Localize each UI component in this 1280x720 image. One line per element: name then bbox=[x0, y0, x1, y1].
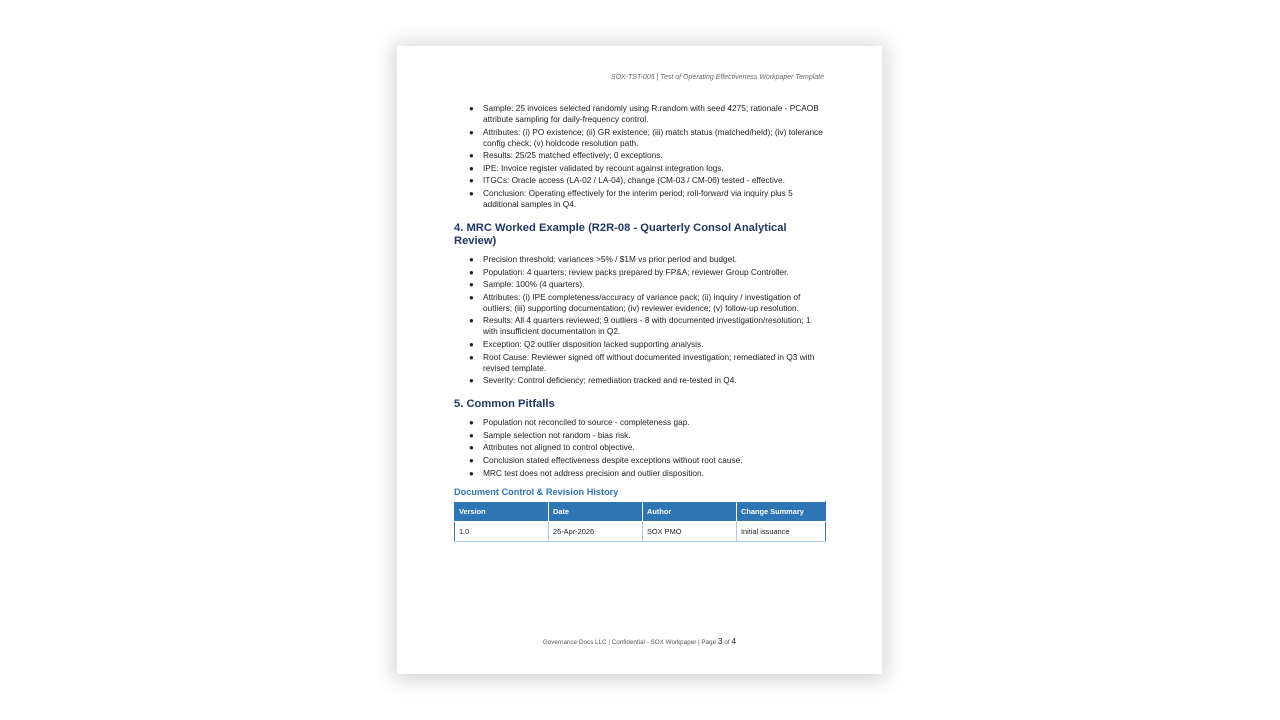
list-item-text: Attributes not aligned to control objective. bbox=[483, 442, 635, 453]
list-item-text: Attributes: (i) PO existence; (ii) GR existence; (iii) match status (matched/held); (iv) tolerance config check; (v) holdcode resolution path. bbox=[483, 126, 823, 148]
cell-author: SOX PMO bbox=[643, 521, 737, 541]
list-item bbox=[454, 188, 826, 210]
list-item bbox=[454, 468, 826, 479]
list-item bbox=[454, 442, 826, 453]
page-number: 3 bbox=[717, 636, 723, 646]
list-item-text: Conclusion stated effectiveness despite exceptions without root cause. bbox=[483, 454, 743, 465]
revision-history-heading: Document Control & Revision History bbox=[454, 486, 619, 497]
list-item bbox=[454, 267, 826, 278]
footer-of: of bbox=[724, 639, 730, 646]
page-header: SOX-TST-005 | Test of Operating Effectiveness Workpaper Template bbox=[610, 74, 824, 81]
list-item-text: Sample: 25 invoices selected randomly using R.random with seed 4275; rationale - PCAOB attribute sampling for daily-frequency control. bbox=[483, 103, 819, 124]
list-item bbox=[454, 352, 826, 374]
section-4-bullet-list bbox=[454, 254, 826, 386]
list-item-text: Conclusion: Operating effectively for the interim period; roll-forward via inquiry plus 5 additional samples in Q4. bbox=[483, 187, 793, 209]
bullet-icon: ● bbox=[469, 176, 474, 186]
cell-date: 26-Apr-2026 bbox=[549, 521, 643, 541]
list-item-text: ITGCs: Oracle access (LA-02 / LA-04), change (CM-03 / CM-06) tested - effective. bbox=[483, 175, 785, 186]
list-item-text: Sample selection not random - bias risk. bbox=[483, 429, 631, 440]
table-header-row bbox=[455, 501, 826, 521]
list-item-text: Results: 25/25 matched effectively; 0 exceptions. bbox=[483, 150, 663, 161]
list-item bbox=[454, 292, 826, 314]
section-5-bullet-list bbox=[454, 417, 826, 478]
bullet-icon: ● bbox=[469, 163, 474, 173]
bullet-icon: ● bbox=[469, 188, 474, 198]
bullet-icon: ● bbox=[469, 376, 474, 386]
column-header-date: Date bbox=[549, 501, 643, 521]
bullet-icon: ● bbox=[469, 151, 474, 161]
list-item bbox=[454, 375, 826, 386]
page-total: 4 bbox=[731, 636, 737, 646]
list-item-text: Results: All 4 quarters reviewed; 9 outliers - 8 with documented investigation/resolution; 1 with insufficient documentation in Q2. bbox=[483, 315, 811, 337]
section-4-heading: 4. MRC Worked Example (R2R-08 - Quarterly Consol Analytical Review) bbox=[454, 221, 787, 247]
bullet-icon: ● bbox=[469, 292, 474, 302]
list-item-text: Precision threshold: variances >5% / $1M vs prior period and budget. bbox=[483, 253, 737, 264]
bullet-icon: ● bbox=[469, 443, 474, 453]
cell-change-summary: Initial issuance bbox=[737, 521, 826, 541]
list-item-text: Sample: 100% (4 quarters). bbox=[483, 279, 585, 290]
bullet-icon: ● bbox=[469, 127, 474, 137]
bullet-icon: ● bbox=[469, 104, 474, 113]
list-item-text: Population not reconciled to source - completeness gap. bbox=[483, 417, 690, 428]
bullet-icon: ● bbox=[469, 418, 474, 428]
list-item bbox=[454, 315, 826, 337]
bullet-icon: ● bbox=[469, 468, 474, 478]
list-item-text: Root Cause: Reviewer signed off without documented investigation; remediated in Q3 with revised template. bbox=[483, 351, 815, 373]
list-item bbox=[454, 455, 826, 466]
page-footer bbox=[397, 636, 882, 646]
list-item bbox=[454, 103, 826, 125]
table-row bbox=[455, 521, 826, 541]
bullet-icon: ● bbox=[469, 339, 474, 349]
list-item-text: Severity: Control deficiency; remediation tracked and re-tested in Q4. bbox=[483, 375, 737, 386]
list-item-text: Population: 4 quarters; review packs prepared by FP&A; reviewer Group Controller. bbox=[483, 266, 789, 277]
list-item bbox=[454, 254, 826, 265]
list-item bbox=[454, 339, 826, 350]
column-header-author: Author bbox=[643, 501, 737, 521]
list-item bbox=[454, 163, 826, 174]
column-header-version: Version bbox=[455, 501, 549, 521]
list-item bbox=[454, 430, 826, 441]
top-bullet-list bbox=[454, 103, 826, 210]
bullet-icon: ● bbox=[469, 280, 474, 290]
list-item-text: Exception: Q2 outlier disposition lacked supporting analysis. bbox=[483, 338, 704, 349]
list-item-text: Attributes: (i) IPE completeness/accuracy of variance pack; (ii) inquiry / investigation of outliers; (iii) supporting documentation; (iv) reviewer evidence; (v) follow-up resolution. bbox=[483, 291, 801, 313]
list-item bbox=[454, 127, 826, 149]
bullet-icon: ● bbox=[469, 267, 474, 277]
page-content bbox=[454, 103, 826, 542]
bullet-icon: ● bbox=[469, 316, 474, 326]
footer-text: Governance Docs LLC | Confidential - SOX Workpaper | Page bbox=[542, 639, 717, 646]
section-5-heading: 5. Common Pitfalls bbox=[454, 398, 555, 411]
bullet-icon: ● bbox=[469, 352, 474, 362]
list-item bbox=[454, 175, 826, 186]
bullet-icon: ● bbox=[469, 455, 474, 465]
bullet-icon: ● bbox=[469, 254, 474, 264]
bullet-icon: ● bbox=[469, 430, 474, 440]
cell-version: 1.0 bbox=[455, 521, 549, 541]
list-item bbox=[454, 417, 826, 428]
list-item-text: IPE: Invoice register validated by recount against integration logs. bbox=[483, 162, 724, 173]
list-item bbox=[454, 150, 826, 161]
document-page bbox=[397, 46, 882, 674]
list-item bbox=[454, 279, 826, 290]
list-item-text: MRC test does not address precision and outlier disposition. bbox=[483, 467, 704, 478]
column-header-change-summary: Change Summary bbox=[737, 501, 826, 521]
revision-history-table bbox=[454, 501, 826, 542]
